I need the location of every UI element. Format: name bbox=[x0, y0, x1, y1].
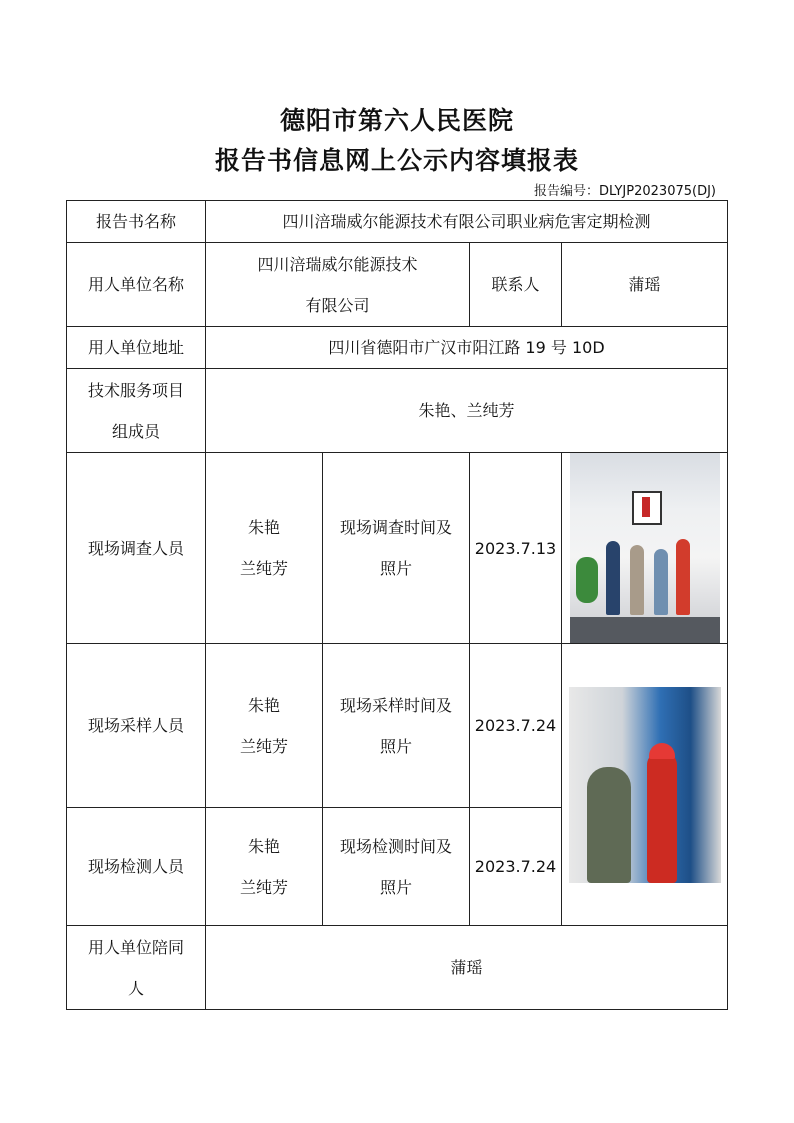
report-name-row bbox=[67, 201, 728, 243]
survey-time-label-line2: 照片 bbox=[379, 559, 412, 578]
team-label bbox=[67, 369, 206, 453]
person-figure bbox=[676, 539, 690, 615]
sampling-time-label bbox=[323, 644, 470, 808]
sampling-person1: 朱艳 bbox=[247, 695, 280, 715]
employer-name-line1: 四川涪瑞威尔能源技术 bbox=[257, 254, 418, 274]
survey-time-label-line1: 现场调查时间及 bbox=[339, 518, 452, 537]
testing-person2: 兰纯芳 bbox=[239, 877, 288, 897]
person-figure bbox=[654, 549, 668, 615]
company-logo-image bbox=[632, 491, 662, 525]
report-name-label: 报告书名称 bbox=[67, 201, 206, 243]
document-title: 德阳市第六人民医院 bbox=[279, 106, 514, 135]
survey-person2: 兰纯芳 bbox=[239, 559, 288, 578]
employer-name-line2: 有限公司 bbox=[305, 295, 370, 315]
team-value: 朱艳、兰纯芳 bbox=[206, 369, 728, 453]
testing-time-label-line2: 照片 bbox=[379, 877, 412, 897]
contact-label: 联系人 bbox=[470, 243, 562, 327]
accompany-label bbox=[67, 926, 206, 1010]
accompany-row bbox=[67, 926, 728, 1010]
employer-name-value bbox=[206, 243, 470, 327]
sampling-photo bbox=[569, 687, 721, 883]
survey-photo-cell bbox=[562, 453, 728, 644]
accompany-label-line2: 人 bbox=[127, 978, 144, 998]
employer-row bbox=[67, 243, 728, 327]
testing-person1: 朱艳 bbox=[247, 836, 280, 856]
survey-photo bbox=[570, 453, 720, 643]
accompany-label-line1: 用人单位陪同 bbox=[87, 937, 184, 957]
document-subtitle: 报告书信息网上公示内容填报表 bbox=[214, 146, 579, 175]
contact-value: 蒲瑶 bbox=[562, 243, 728, 327]
sofa-image bbox=[570, 617, 720, 643]
person-figure bbox=[630, 545, 644, 615]
plant-image bbox=[576, 557, 598, 603]
helmet-image bbox=[649, 743, 675, 759]
survey-date: 2023.7.13 bbox=[470, 453, 562, 644]
testing-persons bbox=[206, 808, 323, 926]
address-row bbox=[67, 327, 728, 369]
info-table bbox=[66, 200, 728, 1010]
sampling-persons bbox=[206, 644, 323, 808]
sampling-time-label-line2: 照片 bbox=[379, 736, 412, 756]
employer-name-label: 用人单位名称 bbox=[67, 243, 206, 327]
team-label-line2: 组成员 bbox=[111, 421, 160, 441]
survey-time-label bbox=[323, 453, 470, 644]
survey-person1: 朱艳 bbox=[247, 518, 280, 537]
sampling-row bbox=[67, 644, 728, 808]
survey-row bbox=[67, 453, 728, 644]
survey-label: 现场调查人员 bbox=[67, 453, 206, 644]
person-figure bbox=[606, 541, 620, 615]
team-row bbox=[67, 369, 728, 453]
sampling-photo-cell bbox=[562, 644, 728, 926]
sampling-date: 2023.7.24 bbox=[470, 644, 562, 808]
worker-figure bbox=[587, 767, 631, 883]
testing-date: 2023.7.24 bbox=[470, 808, 562, 926]
report-number: 报告编号：DLYJP2023075(DJ) bbox=[533, 184, 716, 199]
accompany-value: 蒲瑶 bbox=[206, 926, 728, 1010]
testing-label: 现场检测人员 bbox=[67, 808, 206, 926]
worker-figure bbox=[647, 751, 677, 883]
employer-address-value: 四川省德阳市广汉市阳江路 19 号 10D bbox=[206, 327, 728, 369]
sampling-person2: 兰纯芳 bbox=[239, 736, 288, 756]
report-name-value: 四川涪瑞威尔能源技术有限公司职业病危害定期检测 bbox=[206, 201, 728, 243]
testing-time-label-line1: 现场检测时间及 bbox=[339, 836, 452, 856]
team-label-line1: 技术服务项目 bbox=[87, 380, 184, 400]
employer-address-label: 用人单位地址 bbox=[67, 327, 206, 369]
sampling-label: 现场采样人员 bbox=[67, 644, 206, 808]
testing-time-label bbox=[323, 808, 470, 926]
sampling-time-label-line1: 现场采样时间及 bbox=[339, 695, 452, 715]
survey-persons bbox=[206, 453, 323, 644]
